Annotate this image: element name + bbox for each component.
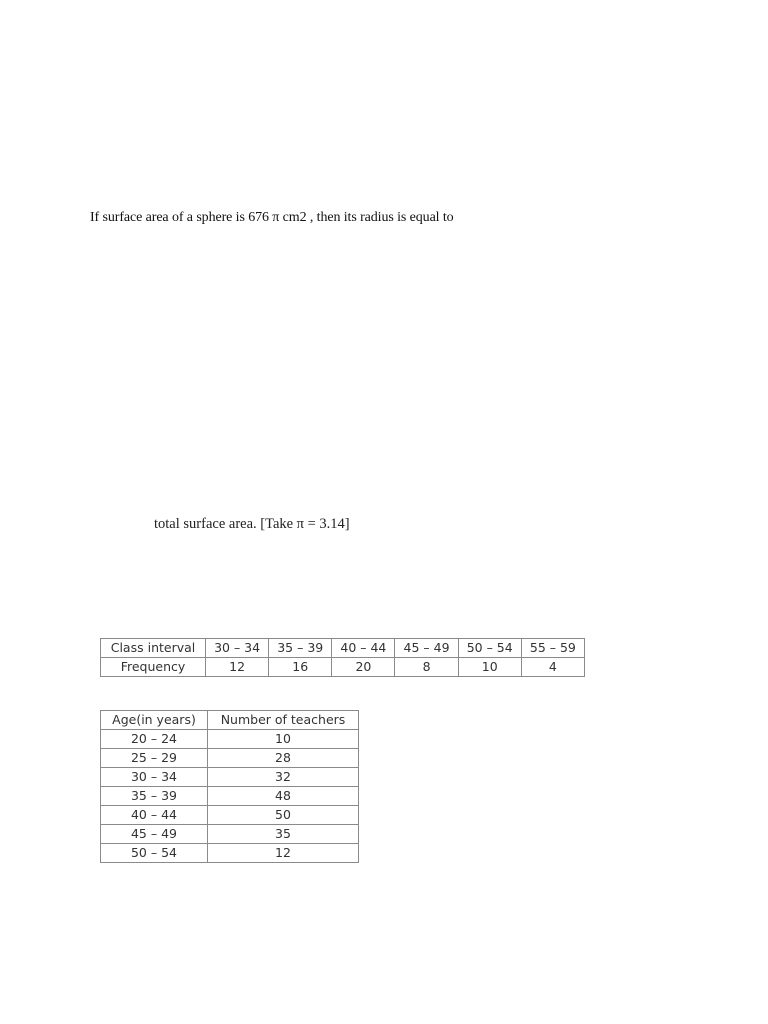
question-text: If surface area of a sphere is 676 π cm2 , then its radius is equal to — [90, 210, 454, 225]
table-cell: 30 – 34 — [206, 639, 269, 658]
table-row — [101, 825, 359, 844]
table-cell: 32 — [208, 768, 359, 787]
table-cell: 55 – 59 — [521, 639, 584, 658]
column-header-teachers: Number of teachers — [208, 711, 359, 730]
table-cell: 45 – 49 — [101, 825, 208, 844]
table-cell: 10 — [458, 658, 521, 677]
table-cell: 40 – 44 — [101, 806, 208, 825]
table-cell: 4 — [521, 658, 584, 677]
table-row — [101, 749, 359, 768]
row-header-frequency: Frequency — [101, 658, 206, 677]
table-cell: 12 — [208, 844, 359, 863]
table-cell: 12 — [206, 658, 269, 677]
table-cell: 16 — [269, 658, 332, 677]
table-cell: 20 – 24 — [101, 730, 208, 749]
table-cell: 50 – 54 — [458, 639, 521, 658]
table-row — [101, 787, 359, 806]
age-teachers-table — [100, 710, 359, 863]
table-cell: 40 – 44 — [332, 639, 395, 658]
table-cell: 20 — [332, 658, 395, 677]
table-row — [101, 639, 585, 658]
table-cell: 35 — [208, 825, 359, 844]
table-cell: 35 – 39 — [269, 639, 332, 658]
table-row — [101, 844, 359, 863]
table-cell: 30 – 34 — [101, 768, 208, 787]
table-cell: 45 – 49 — [395, 639, 458, 658]
table-cell: 50 — [208, 806, 359, 825]
table-cell: 25 – 29 — [101, 749, 208, 768]
table-header-row — [101, 711, 359, 730]
table-cell: 48 — [208, 787, 359, 806]
table-row — [101, 730, 359, 749]
table-row — [101, 658, 585, 677]
column-header-age: Age(in years) — [101, 711, 208, 730]
table-cell: 8 — [395, 658, 458, 677]
table-cell: 35 – 39 — [101, 787, 208, 806]
class-interval-table — [100, 638, 585, 677]
table-cell: 50 – 54 — [101, 844, 208, 863]
question-fragment: total surface area. [Take π = 3.14] — [154, 516, 350, 532]
table-cell: 28 — [208, 749, 359, 768]
table-row — [101, 806, 359, 825]
table-row — [101, 768, 359, 787]
table-cell: 10 — [208, 730, 359, 749]
row-header-class-interval: Class interval — [101, 639, 206, 658]
